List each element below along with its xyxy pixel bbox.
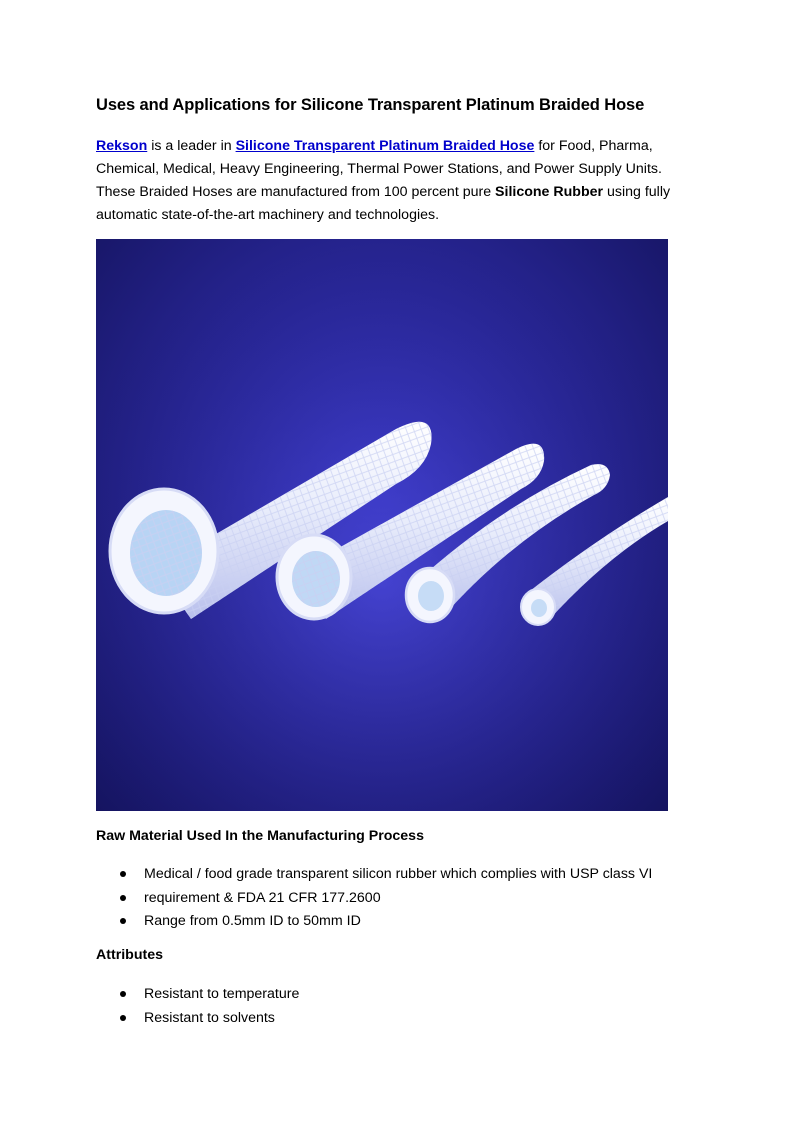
list-item: requirement & FDA 21 CFR 177.2600 <box>96 887 696 911</box>
list-item: Resistant to temperature <box>96 983 696 1007</box>
intro-bold-term: Silicone Rubber <box>495 184 604 200</box>
hoses-illustration <box>96 239 668 811</box>
raw-material-list <box>96 863 696 934</box>
attributes-list <box>96 983 696 1030</box>
list-item: Resistant to solvents <box>96 1007 696 1031</box>
attributes-heading: Attributes <box>96 947 163 963</box>
intro-text-1: is a leader in <box>147 138 236 154</box>
list-item: Medical / food grade transparent silicon rubber which complies with USP class VI <box>96 863 696 887</box>
raw-material-heading: Raw Material Used In the Manufacturing Process <box>96 828 424 844</box>
page-title: Uses and Applications for Silicone Transparent Platinum Braided Hose <box>96 96 645 114</box>
intro-paragraph <box>96 135 694 227</box>
rekson-link[interactable]: Rekson <box>96 138 148 154</box>
product-photo <box>96 239 668 811</box>
list-item: Range from 0.5mm ID to 50mm ID <box>96 910 696 934</box>
intro-text-2: for Food, Pharma, Chemical, Medical, Heavy Engineering, Thermal Power Stations, and Power Supply Units. These Braided Hoses are manufactured from 100 percent pure <box>96 138 662 200</box>
intro-text-3: using fully automatic state-of-the-art machinery and technologies. <box>96 184 671 223</box>
product-link[interactable]: Silicone Transparent Platinum Braided Hose <box>235 138 535 154</box>
